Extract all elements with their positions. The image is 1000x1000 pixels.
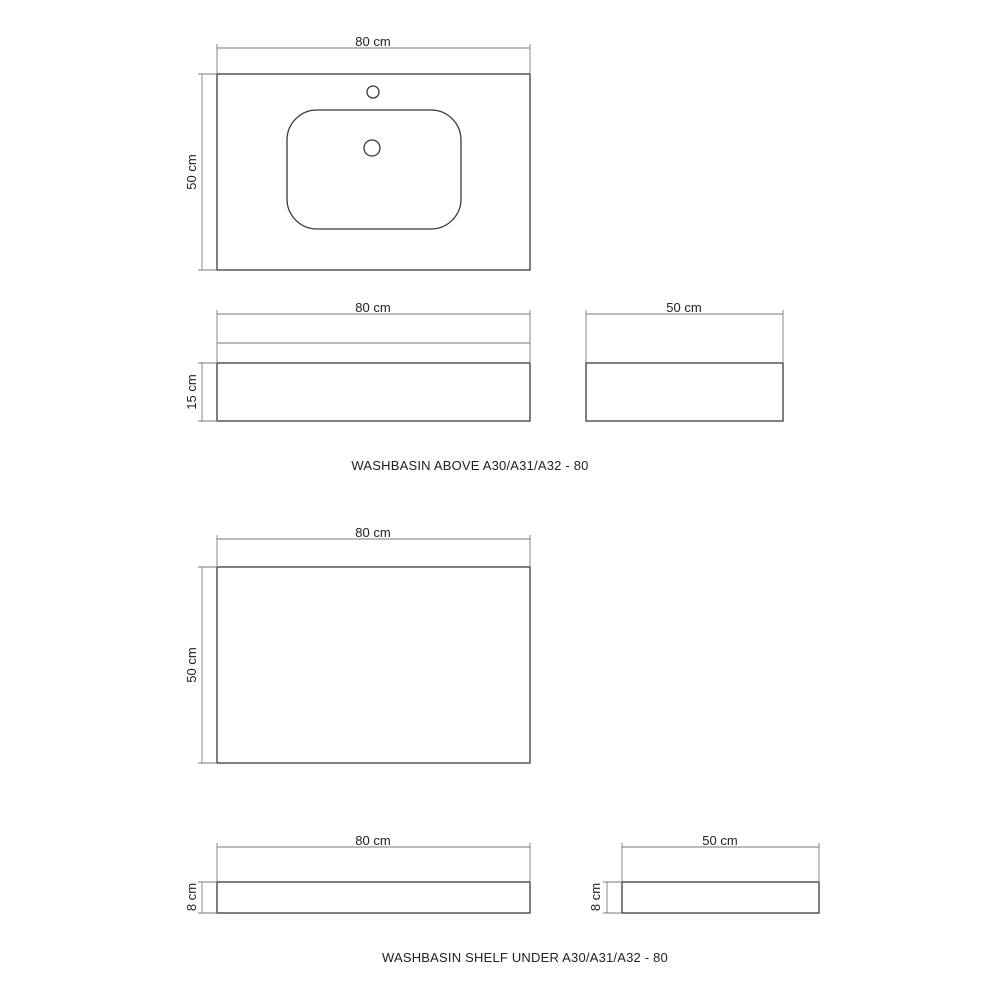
shelf-side-view xyxy=(588,833,819,913)
shelf-side-outline xyxy=(622,882,819,913)
faucet-hole xyxy=(367,86,379,98)
shelf-front-height-label: 8 cm xyxy=(184,882,199,912)
above-side-depth-label: 50 cm xyxy=(666,300,702,315)
above-front-outline xyxy=(217,363,530,421)
above-top-outline xyxy=(217,74,530,270)
shelf-top-depth-label: 50 cm xyxy=(184,647,199,683)
shelf-top-width-label: 80 cm xyxy=(355,525,391,540)
above-top-width-dimension xyxy=(217,34,530,74)
shelf-top-width-dimension xyxy=(217,525,530,567)
shelf-top-depth-dimension xyxy=(184,567,217,763)
shelf-front-height-dimension xyxy=(184,882,217,913)
above-front-view xyxy=(184,300,530,421)
basin-bowl xyxy=(287,110,461,229)
above-front-width-label: 80 cm xyxy=(355,300,391,315)
shelf-front-view xyxy=(184,833,530,913)
shelf-caption: WASHBASIN SHELF UNDER A30/A31/A32 - 80 xyxy=(381,950,669,965)
shelf-top-outline xyxy=(217,567,530,763)
shelf-side-depth-label: 50 cm xyxy=(702,833,738,848)
shelf-side-height-label: 8 cm xyxy=(588,882,603,912)
shelf-side-depth-dimension xyxy=(622,833,819,882)
shelf-side-height-dimension xyxy=(588,882,622,913)
above-top-width-label: 80 cm xyxy=(355,34,391,49)
above-front-width-dimension xyxy=(217,300,530,363)
shelf-front-width-label: 80 cm xyxy=(355,833,391,848)
above-caption: WASHBASIN ABOVE A30/A31/A32 - 80 xyxy=(351,458,589,473)
above-top-depth-label: 50 cm xyxy=(184,154,199,190)
above-front-height-dimension xyxy=(184,363,217,421)
shelf-front-outline xyxy=(217,882,530,913)
above-side-outline xyxy=(586,363,783,421)
shelf-front-width-dimension xyxy=(217,833,530,882)
above-side-depth-dimension xyxy=(586,300,783,363)
shelf-top-view xyxy=(184,525,530,763)
above-front-height-label: 15 cm xyxy=(184,374,199,410)
above-side-view xyxy=(586,300,783,421)
drain-hole xyxy=(364,140,380,156)
above-top-depth-dimension xyxy=(184,74,217,270)
above-top-view xyxy=(184,34,530,270)
